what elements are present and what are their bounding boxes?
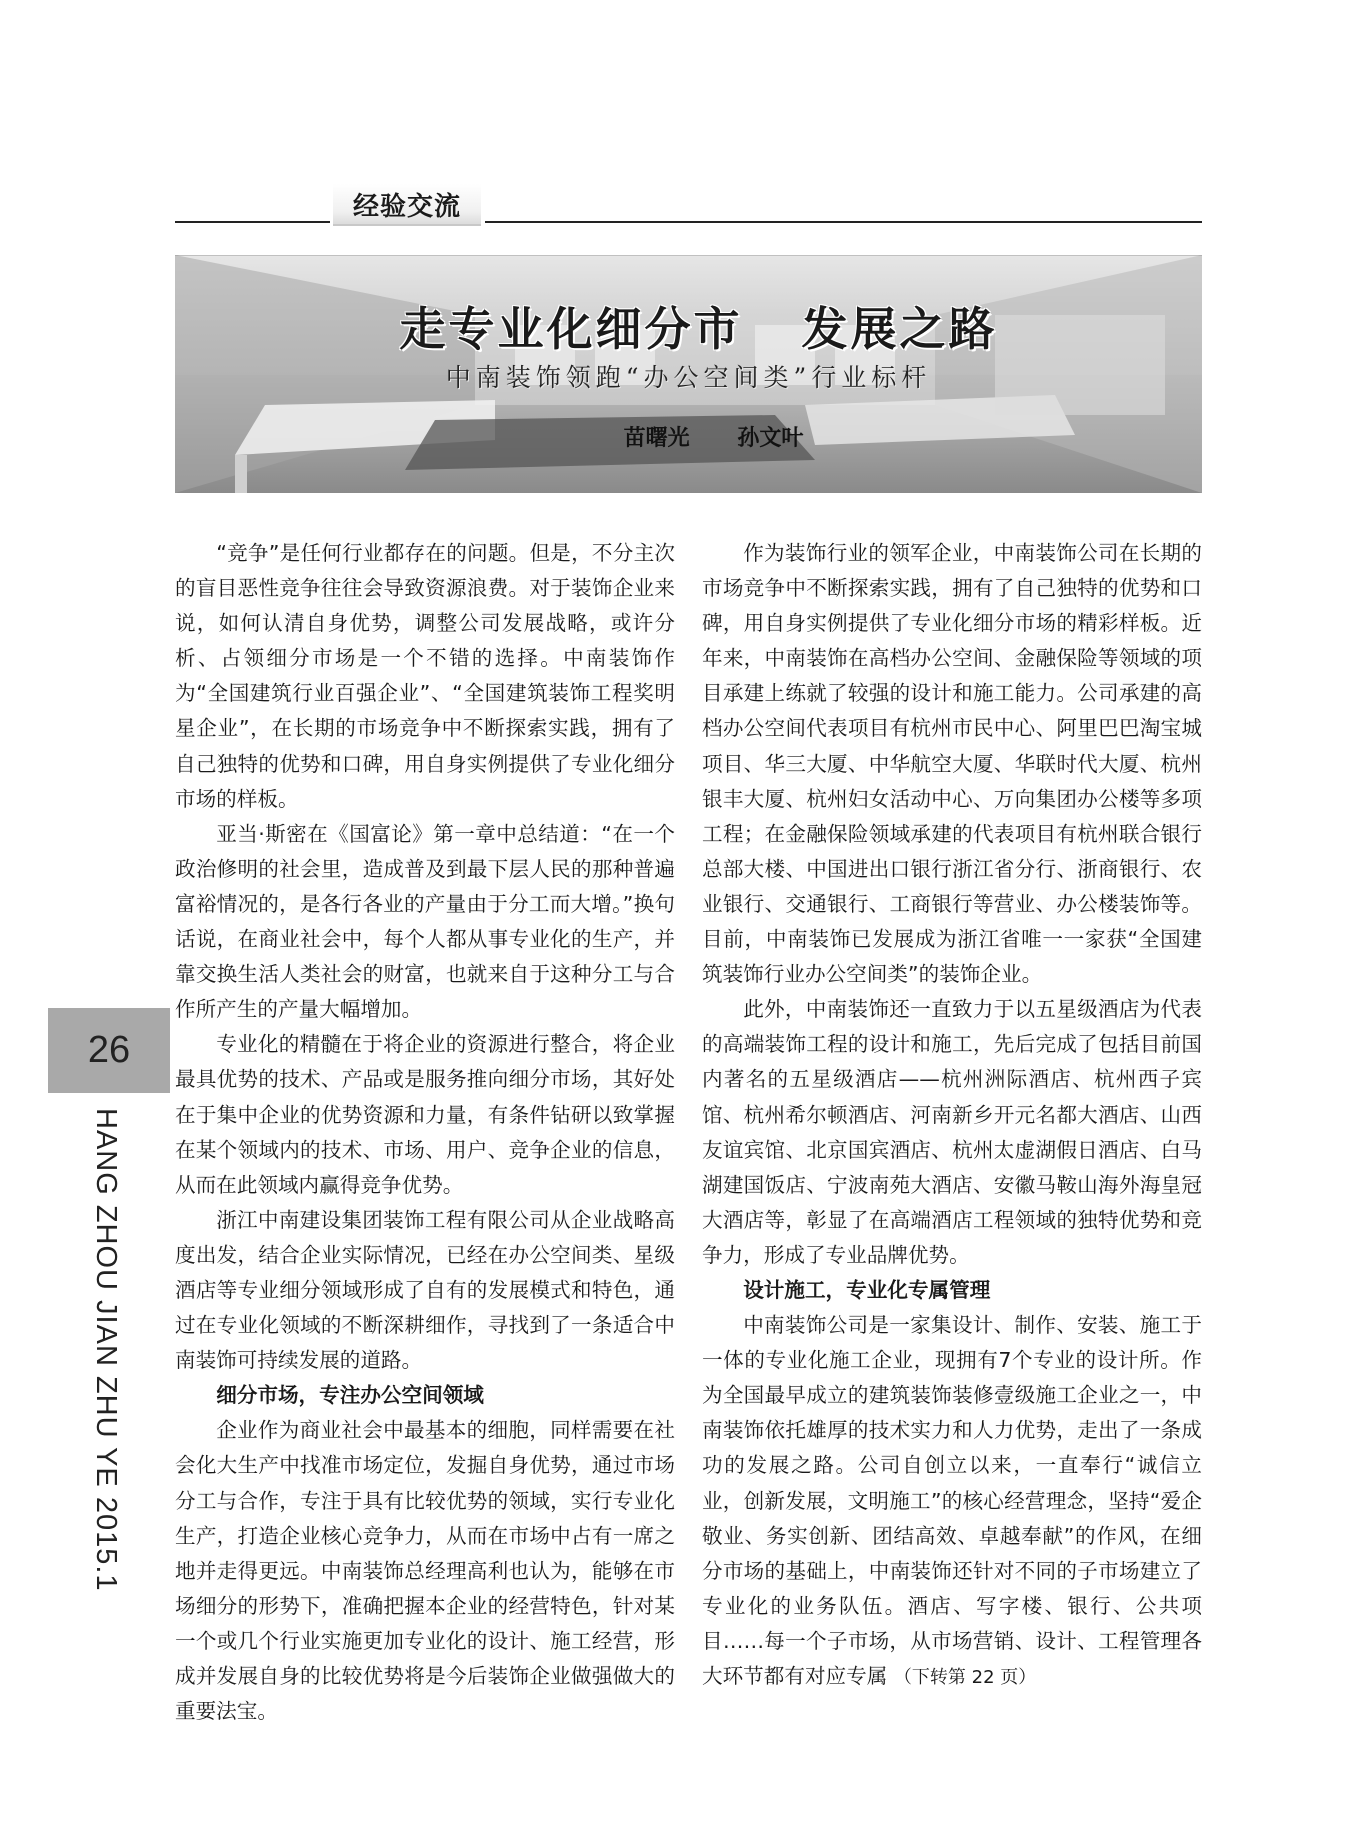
article-banner <box>175 255 1202 493</box>
paragraph: 作为装饰行业的领军企业，中南装饰公司在长期的市场竞争中不断探索实践，拥有了自己独特的优势和口碑，用自身实例提供了专业化细分市场的精彩样板。近年来，中南装饰在高档办公空间、金融保险等领域的项目承建上练就了较强的设计和施工能力。公司承建的高档办公空间代表项目有杭州市民中心、阿里巴巴淘宝城项目、华三大厦、中华航空大厦、华联时代大厦、杭州银丰大厦、杭州妇女活动中心、万向集团办公楼等多项工程；在金融保险领域承建的代表项目有杭州联合银行总部大楼、中国进出口银行浙江省分行、浙商银行、农业银行、交通银行、工商银行等营业、办公楼装饰等。目前，中南装饰已发展成为浙江省唯一一家获“全国建筑装饰行业办公空间类”的装饰企业。 <box>702 541 1202 987</box>
paragraph: 浙江中南建设集团装饰工程有限公司从企业战略高度出发，结合企业实际情况，已经在办公空间类、星级酒店等专业细分领域形成了自有的发展模式和特色，通过在专业化领域的不断深耕细作，寻找到了一条适合中南装饰可持续发展的道路。 <box>175 1207 675 1373</box>
section-heading: 设计施工，专业化专属管理 <box>743 1277 991 1302</box>
section-heading: 细分市场，专注办公空间领域 <box>216 1383 484 1408</box>
article-subtitle: 中南装饰领跑“办公空间类”行业标杆 <box>445 363 932 392</box>
paragraph: 此外，中南装饰还一直致力于以五星级酒店为代表的高端装饰工程的设计和施工，先后完成了包括目前国内著名的五星级酒店——杭州洲际酒店、杭州西子宾馆、杭州希尔顿酒店、河南新乡开元名都大酒店、山西友谊宾馆、北京国宾酒店、杭州太虚湖假日酒店、白马湖建国饭店、宁波南苑大酒店、安徽马鞍山海外海皇冠大酒店等，彰显了在高端酒店工程领域的独特优势和竞争力，形成了专业品牌优势。 <box>702 997 1202 1267</box>
author-name: 苗曙光 <box>623 426 690 451</box>
paragraph: 亚当·斯密在《国富论》第一章中总结道：“在一个政治修明的社会里，造成普及到最下层人民的那种普遍富裕情况的，是各行各业的产量由于分工而大增。”换句话说，在商业社会中，每个人都从事专业化的生产，并靠交换生活人类社会的财富，也就来自于这种分工与合作所产生的产量大幅增加。 <box>175 821 675 1022</box>
journal-name: HANG ZHOU JIAN ZHU YE 2015.1 <box>90 1108 122 1592</box>
section-label: 经验交流 <box>333 184 481 226</box>
left-column <box>175 536 675 1729</box>
paragraph <box>702 1308 1202 1695</box>
paragraph: 企业作为商业社会中最基本的细胞，同样需要在社会化大生产中找准市场定位，发掘自身优势，通过市场分工与合作，专注于具有比较优势的领域，实行专业化生产，打造企业核心竞争力，从而在市场中占有一席之地并走得更远。中南装饰总经理高利也认为，能够在市场细分的形势下，准确把握本企业的经营特色，针对某一个或几个行业实施更加专业化的设计、施工经营，形成并发展自身的比较优势将是今后装饰企业做强做大的重要法宝。 <box>175 1418 675 1724</box>
section-header <box>175 184 1202 224</box>
paragraph: 专业化的精髓在于将企业的资源进行整合，将企业最具优势的技术、产品或是服务推向细分市场，其好处在于集中企业的优势资源和力量，有条件钻研以致掌握在某个领域内的技术、市场、用户、竞争企业的信息，从而在此领域内赢得竞争优势。 <box>175 1032 675 1197</box>
article-authors <box>175 421 1202 452</box>
section-rule-right <box>485 221 1202 223</box>
continued-note: （下转第 22 页） <box>893 1667 1037 1688</box>
section-rule-left <box>175 221 330 223</box>
author-name: 孙文叶 <box>737 426 804 451</box>
right-column <box>702 536 1202 1695</box>
article-title: 走专业化细分市 发展之路 <box>399 302 998 356</box>
paragraph-text: 中南装饰公司是一家集设计、制作、安装、施工于一体的专业化施工企业，现拥有7个专业的设计所。作为全国最早成立的建筑装饰装修壹级施工企业之一，中南装饰依托雄厚的技术实力和人力优势，走出了一条成功的发展之路。公司自创立以来，一直奉行“诚信立业，创新发展，文明施工”的核心经营理念，坚持“爱企敬业、务实创新、团结高效、卓越奉献”的作风，在细分市场的基础上，中南装饰还针对不同的子市场建立了专业化的业务队伍。酒店、写字楼、银行、公共项目……每一个子市场，从市场营销、设计、工程管理各大环节都有对应专属 <box>702 1313 1202 1688</box>
paragraph: “竞争”是任何行业都存在的问题。但是，不分主次的盲目恶性竞争往往会导致资源浪费。对于装饰企业来说，如何认清自身优势，调整公司发展战略，或许分析、占领细分市场是一个不错的选择。中南装饰作为“全国建筑行业百强企业”、“全国建筑装饰工程奖明星企业”，在长期的市场竞争中不断探索实践，拥有了自己独特的优势和口碑，用自身实例提供了专业化细分市场的样板。 <box>175 541 675 811</box>
page-number: 26 <box>48 1008 170 1093</box>
